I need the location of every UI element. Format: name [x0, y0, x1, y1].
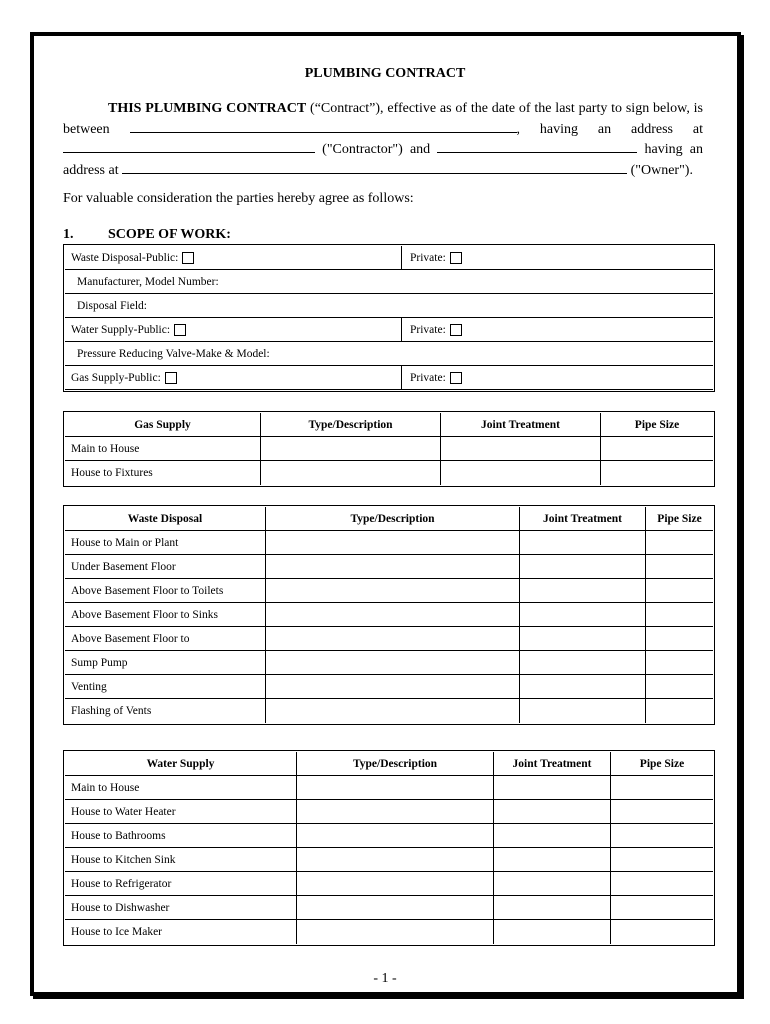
table-cell[interactable] [646, 675, 713, 699]
row-label: Flashing of Vents [65, 699, 266, 723]
table-row [65, 461, 713, 485]
column-header: Water Supply [65, 752, 297, 776]
gas-public-checkbox[interactable] [165, 372, 177, 384]
column-header: Pipe Size [601, 413, 713, 437]
table-row [65, 824, 713, 848]
column-header: Joint Treatment [441, 413, 601, 437]
table-row [65, 896, 713, 920]
table-row [65, 651, 713, 675]
table-cell[interactable] [261, 461, 441, 485]
table-cell[interactable] [611, 848, 713, 872]
disposal-field[interactable]: Disposal Field: [77, 299, 147, 312]
column-header: Pipe Size [611, 752, 713, 776]
row-label: Venting [65, 675, 266, 699]
water-private-label: Private: [410, 323, 446, 336]
table-cell[interactable] [441, 437, 601, 461]
gas-private-label: Private: [410, 371, 446, 384]
table-cell[interactable] [297, 872, 494, 896]
water-public-checkbox[interactable] [174, 324, 186, 336]
row-label: Main to House [65, 776, 297, 800]
table-row [65, 920, 713, 944]
table-cell[interactable] [266, 603, 520, 627]
row-label: House to Fixtures [65, 461, 261, 485]
scope-row [65, 294, 713, 318]
table-cell[interactable] [520, 531, 646, 555]
table-row [65, 603, 713, 627]
table-cell[interactable] [441, 461, 601, 485]
column-header: Gas Supply [65, 413, 261, 437]
column-header: Type/Description [297, 752, 494, 776]
intro-text-5: ("Owner"). [627, 162, 693, 178]
table-cell[interactable] [520, 627, 646, 651]
table-cell[interactable] [494, 800, 611, 824]
table-cell[interactable] [266, 675, 520, 699]
gas-private-checkbox[interactable] [450, 372, 462, 384]
section-number: 1. [63, 227, 74, 242]
intro-text-2: , having an address at [516, 121, 703, 137]
row-label: House to Bathrooms [65, 824, 297, 848]
table-cell[interactable] [297, 920, 494, 944]
intro-text-1: (“Contract”), effective as of the date of the last party to sign below, is between [63, 101, 703, 137]
row-label: House to Main or Plant [65, 531, 266, 555]
column-header: Type/Description [261, 413, 441, 437]
table-cell[interactable] [611, 896, 713, 920]
section-title: SCOPE OF WORK: [108, 227, 231, 242]
table-cell[interactable] [611, 776, 713, 800]
table-cell[interactable] [646, 651, 713, 675]
table-cell[interactable] [297, 776, 494, 800]
row-label: House to Kitchen Sink [65, 848, 297, 872]
waste-private-label: Private: [410, 251, 446, 264]
gas-public-label: Gas Supply-Public: [71, 371, 161, 384]
table-cell[interactable] [611, 824, 713, 848]
table-cell[interactable] [494, 896, 611, 920]
table-cell[interactable] [297, 800, 494, 824]
table-row [65, 848, 713, 872]
intro-paragraph [63, 100, 703, 180]
pressure-valve-field[interactable]: Pressure Reducing Valve-Make & Model: [77, 347, 270, 360]
table-cell[interactable] [646, 627, 713, 651]
waste-disposal-table [63, 505, 715, 725]
table-row [65, 675, 713, 699]
contractor-name-field[interactable] [130, 119, 517, 133]
table-cell[interactable] [266, 699, 520, 723]
intro-text-4: having an address at [63, 142, 703, 178]
table-cell[interactable] [520, 651, 646, 675]
row-label: Above Basement Floor to Sinks [65, 603, 266, 627]
contractor-address-field[interactable] [63, 139, 315, 153]
scope-row [65, 270, 713, 294]
row-label: Main to House [65, 437, 261, 461]
row-label: Above Basement Floor to [65, 627, 266, 651]
consideration-text: For valuable consideration the parties hereby agree as follows: [63, 191, 414, 206]
table-cell[interactable] [297, 896, 494, 920]
table-cell[interactable] [266, 555, 520, 579]
intro-bold: THIS PLUMBING CONTRACT [108, 101, 307, 116]
table-cell[interactable] [494, 848, 611, 872]
table-row [65, 579, 713, 603]
table-header-row [65, 752, 713, 776]
table-header-row [65, 413, 713, 437]
scope-row [65, 318, 713, 342]
table-row [65, 776, 713, 800]
gas-supply-table [63, 411, 715, 487]
table-cell[interactable] [611, 920, 713, 944]
owner-name-field[interactable] [437, 139, 637, 153]
table-cell[interactable] [646, 603, 713, 627]
table-row [65, 699, 713, 723]
table-cell[interactable] [494, 824, 611, 848]
table-cell[interactable] [520, 675, 646, 699]
waste-private-checkbox[interactable] [450, 252, 462, 264]
table-row [65, 437, 713, 461]
column-header: Pipe Size [646, 507, 713, 531]
table-cell[interactable] [266, 627, 520, 651]
row-label: Sump Pump [65, 651, 266, 675]
table-cell[interactable] [494, 776, 611, 800]
table-cell[interactable] [494, 920, 611, 944]
water-supply-table [63, 750, 715, 946]
scope-row [65, 342, 713, 366]
row-label: Above Basement Floor to Toilets [65, 579, 266, 603]
table-cell[interactable] [266, 579, 520, 603]
waste-public-checkbox[interactable] [182, 252, 194, 264]
page-number: - 1 - [373, 971, 397, 986]
table-cell[interactable] [297, 848, 494, 872]
row-label: Under Basement Floor [65, 555, 266, 579]
table-cell[interactable] [266, 651, 520, 675]
table-header-row [65, 507, 713, 531]
water-public-label: Water Supply-Public: [71, 323, 171, 336]
table-cell[interactable] [646, 531, 713, 555]
column-header: Type/Description [266, 507, 520, 531]
table-cell[interactable] [520, 555, 646, 579]
row-label: House to Ice Maker [65, 920, 297, 944]
table-cell[interactable] [520, 699, 646, 723]
table-cell[interactable] [261, 437, 441, 461]
table-row [65, 800, 713, 824]
table-cell[interactable] [611, 800, 713, 824]
column-header: Waste Disposal [65, 507, 266, 531]
table-cell[interactable] [266, 531, 520, 555]
table-row [65, 627, 713, 651]
table-cell[interactable] [494, 872, 611, 896]
section-heading [63, 227, 231, 243]
intro-text-3: ("Contractor") and [315, 142, 438, 157]
table-cell[interactable] [520, 579, 646, 603]
scope-row [65, 366, 713, 390]
row-label: House to Refrigerator [65, 872, 297, 896]
manufacturer-field[interactable]: Manufacturer, Model Number: [77, 275, 219, 288]
table-cell[interactable] [646, 555, 713, 579]
table-cell[interactable] [611, 872, 713, 896]
column-header: Joint Treatment [520, 507, 646, 531]
waste-public-label: Waste Disposal-Public: [71, 251, 179, 264]
table-cell[interactable] [520, 603, 646, 627]
scope-table [63, 244, 715, 392]
table-cell[interactable] [297, 824, 494, 848]
table-row [65, 531, 713, 555]
water-private-checkbox[interactable] [450, 324, 462, 336]
table-cell[interactable] [601, 437, 713, 461]
owner-address-field[interactable] [122, 160, 627, 174]
row-label: House to Water Heater [65, 800, 297, 824]
row-label: House to Dishwasher [65, 896, 297, 920]
table-row [65, 872, 713, 896]
table-cell[interactable] [646, 699, 713, 723]
scope-row [65, 246, 713, 270]
column-header: Joint Treatment [494, 752, 611, 776]
table-cell[interactable] [601, 461, 713, 485]
document-title: PLUMBING CONTRACT [304, 66, 466, 81]
table-row [65, 555, 713, 579]
table-cell[interactable] [646, 579, 713, 603]
